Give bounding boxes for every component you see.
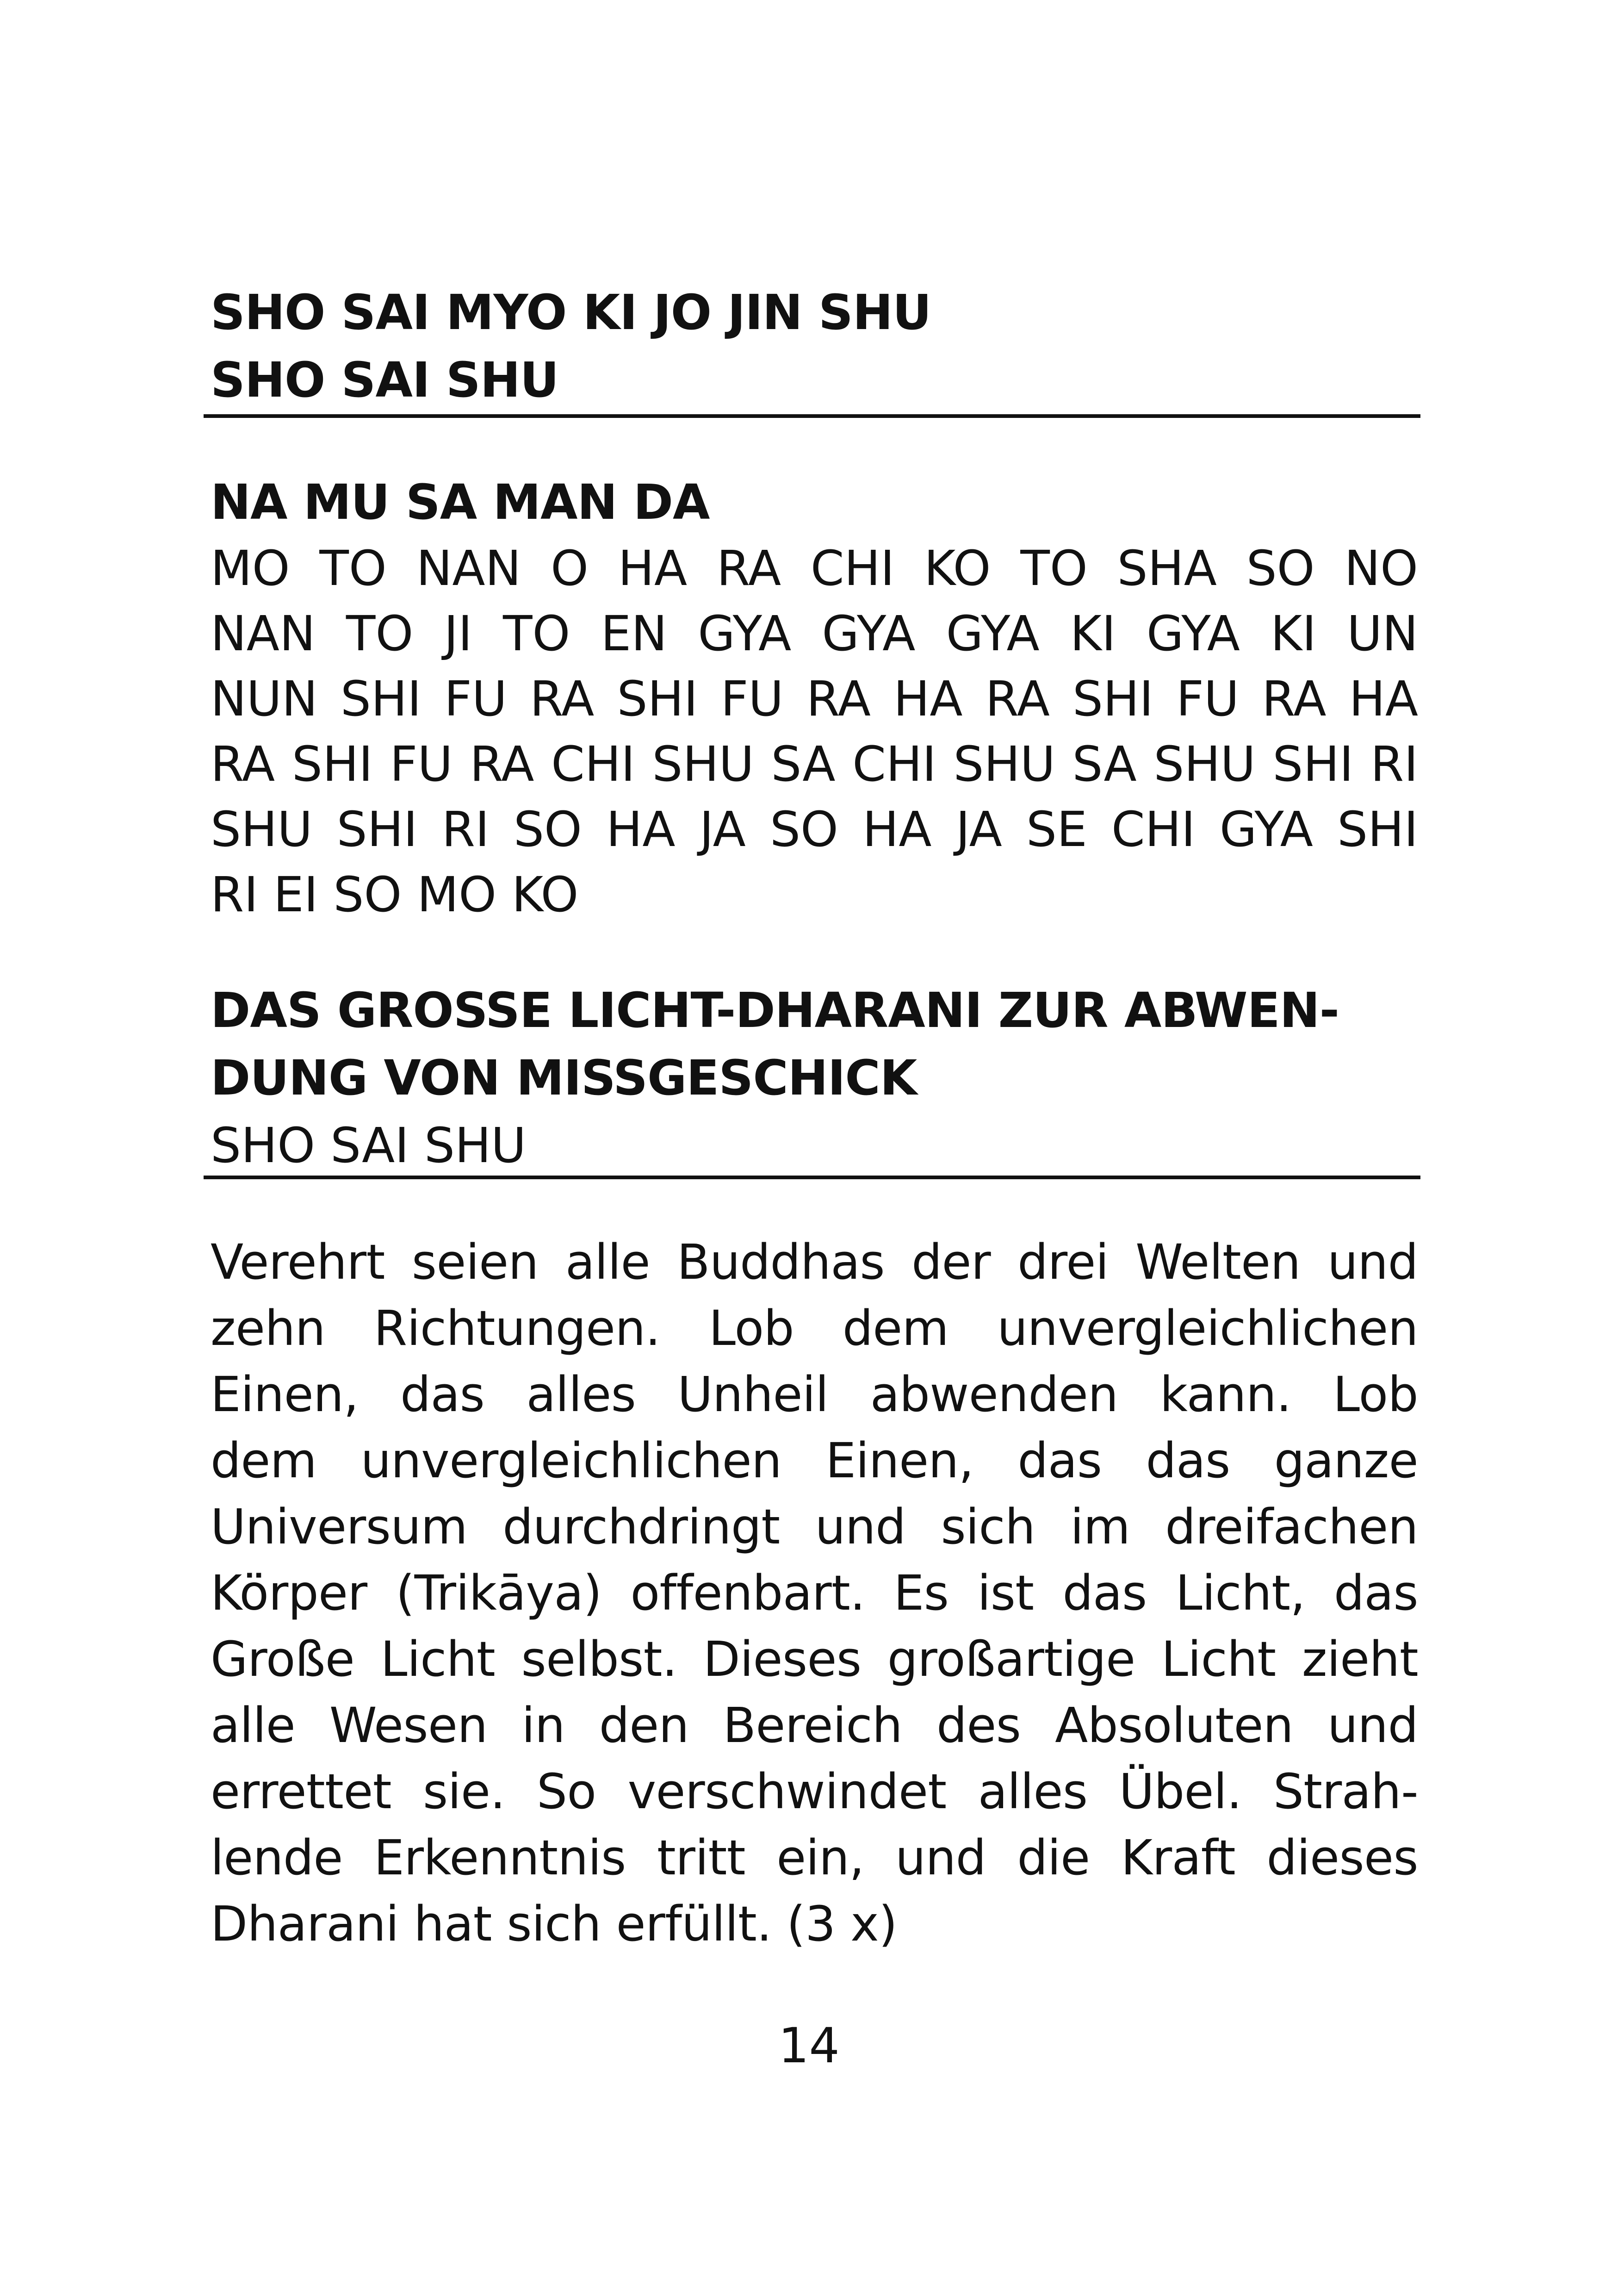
chant-text	[211, 536, 1418, 927]
heading-line: SHO SAI MYO KI JO JIN SHU	[211, 284, 931, 341]
heading-line: SHO SAI SHU	[211, 352, 559, 408]
prose-line: Universum durchdringt und sich im dreifachen	[211, 1499, 1418, 1555]
chant-line: RI EI SO MO KO	[211, 866, 579, 923]
chant-line: RA SHI FU RA CHI SHU SA CHI SHU SA SHU SHI RI	[211, 736, 1418, 792]
divider-rule	[204, 1176, 1420, 1179]
chant-title: NA MU SA MAN DA	[211, 474, 710, 530]
prose-line: dem unvergleichlichen Einen, das das ganze	[211, 1432, 1418, 1489]
heading-line: DUNG VON MISSGESCHICK	[211, 1050, 917, 1106]
divider-rule	[204, 414, 1420, 418]
prose-line: lende Erkenntnis tritt ein, und die Kraft dieses	[211, 1829, 1418, 1886]
prose-line: Dharani hat sich erfüllt. (3 x)	[211, 1896, 898, 1952]
section-title-sho-sai-myo	[211, 279, 1418, 414]
chant-line: NAN TO JI TO EN GYA GYA GYA KI GYA KI UN	[211, 605, 1418, 662]
chant-line: MO TO NAN O HA RA CHI KO TO SHA SO NO	[211, 540, 1418, 597]
section-subtitle: SHO SAI SHU	[211, 1117, 527, 1174]
prose-line: Verehrt seien alle Buddhas der drei Welten und	[211, 1234, 1418, 1290]
page-number: 14	[778, 2017, 840, 2074]
prose-line: Große Licht selbst. Dieses großartige Licht zieht	[211, 1631, 1418, 1687]
prose-line: zehn Richtungen. Lob dem unvergleichlichen	[211, 1300, 1418, 1356]
prose-line: Körper (Trikāya) offenbart. Es ist das Licht, das	[211, 1565, 1418, 1621]
prose-line: alle Wesen in den Bereich des Absoluten und	[211, 1697, 1418, 1754]
translation-text	[211, 1229, 1418, 1957]
heading-line: DAS GROSSE LICHT-DHARANI ZUR ABWEN-	[211, 982, 1339, 1039]
prose-line: errettet sie. So verschwindet alles Übel. Strah-	[211, 1763, 1418, 1820]
chant-line: NUN SHI FU RA SHI FU RA HA RA SHI FU RA HA	[211, 671, 1418, 727]
chant-section	[211, 468, 1418, 927]
section-title-licht-dharani	[211, 977, 1418, 1179]
prose-line: Einen, das alles Unheil abwenden kann. Lob	[211, 1366, 1418, 1423]
chant-line: SHU SHI RI SO HA JA SO HA JA SE CHI GYA SHI	[211, 801, 1418, 858]
